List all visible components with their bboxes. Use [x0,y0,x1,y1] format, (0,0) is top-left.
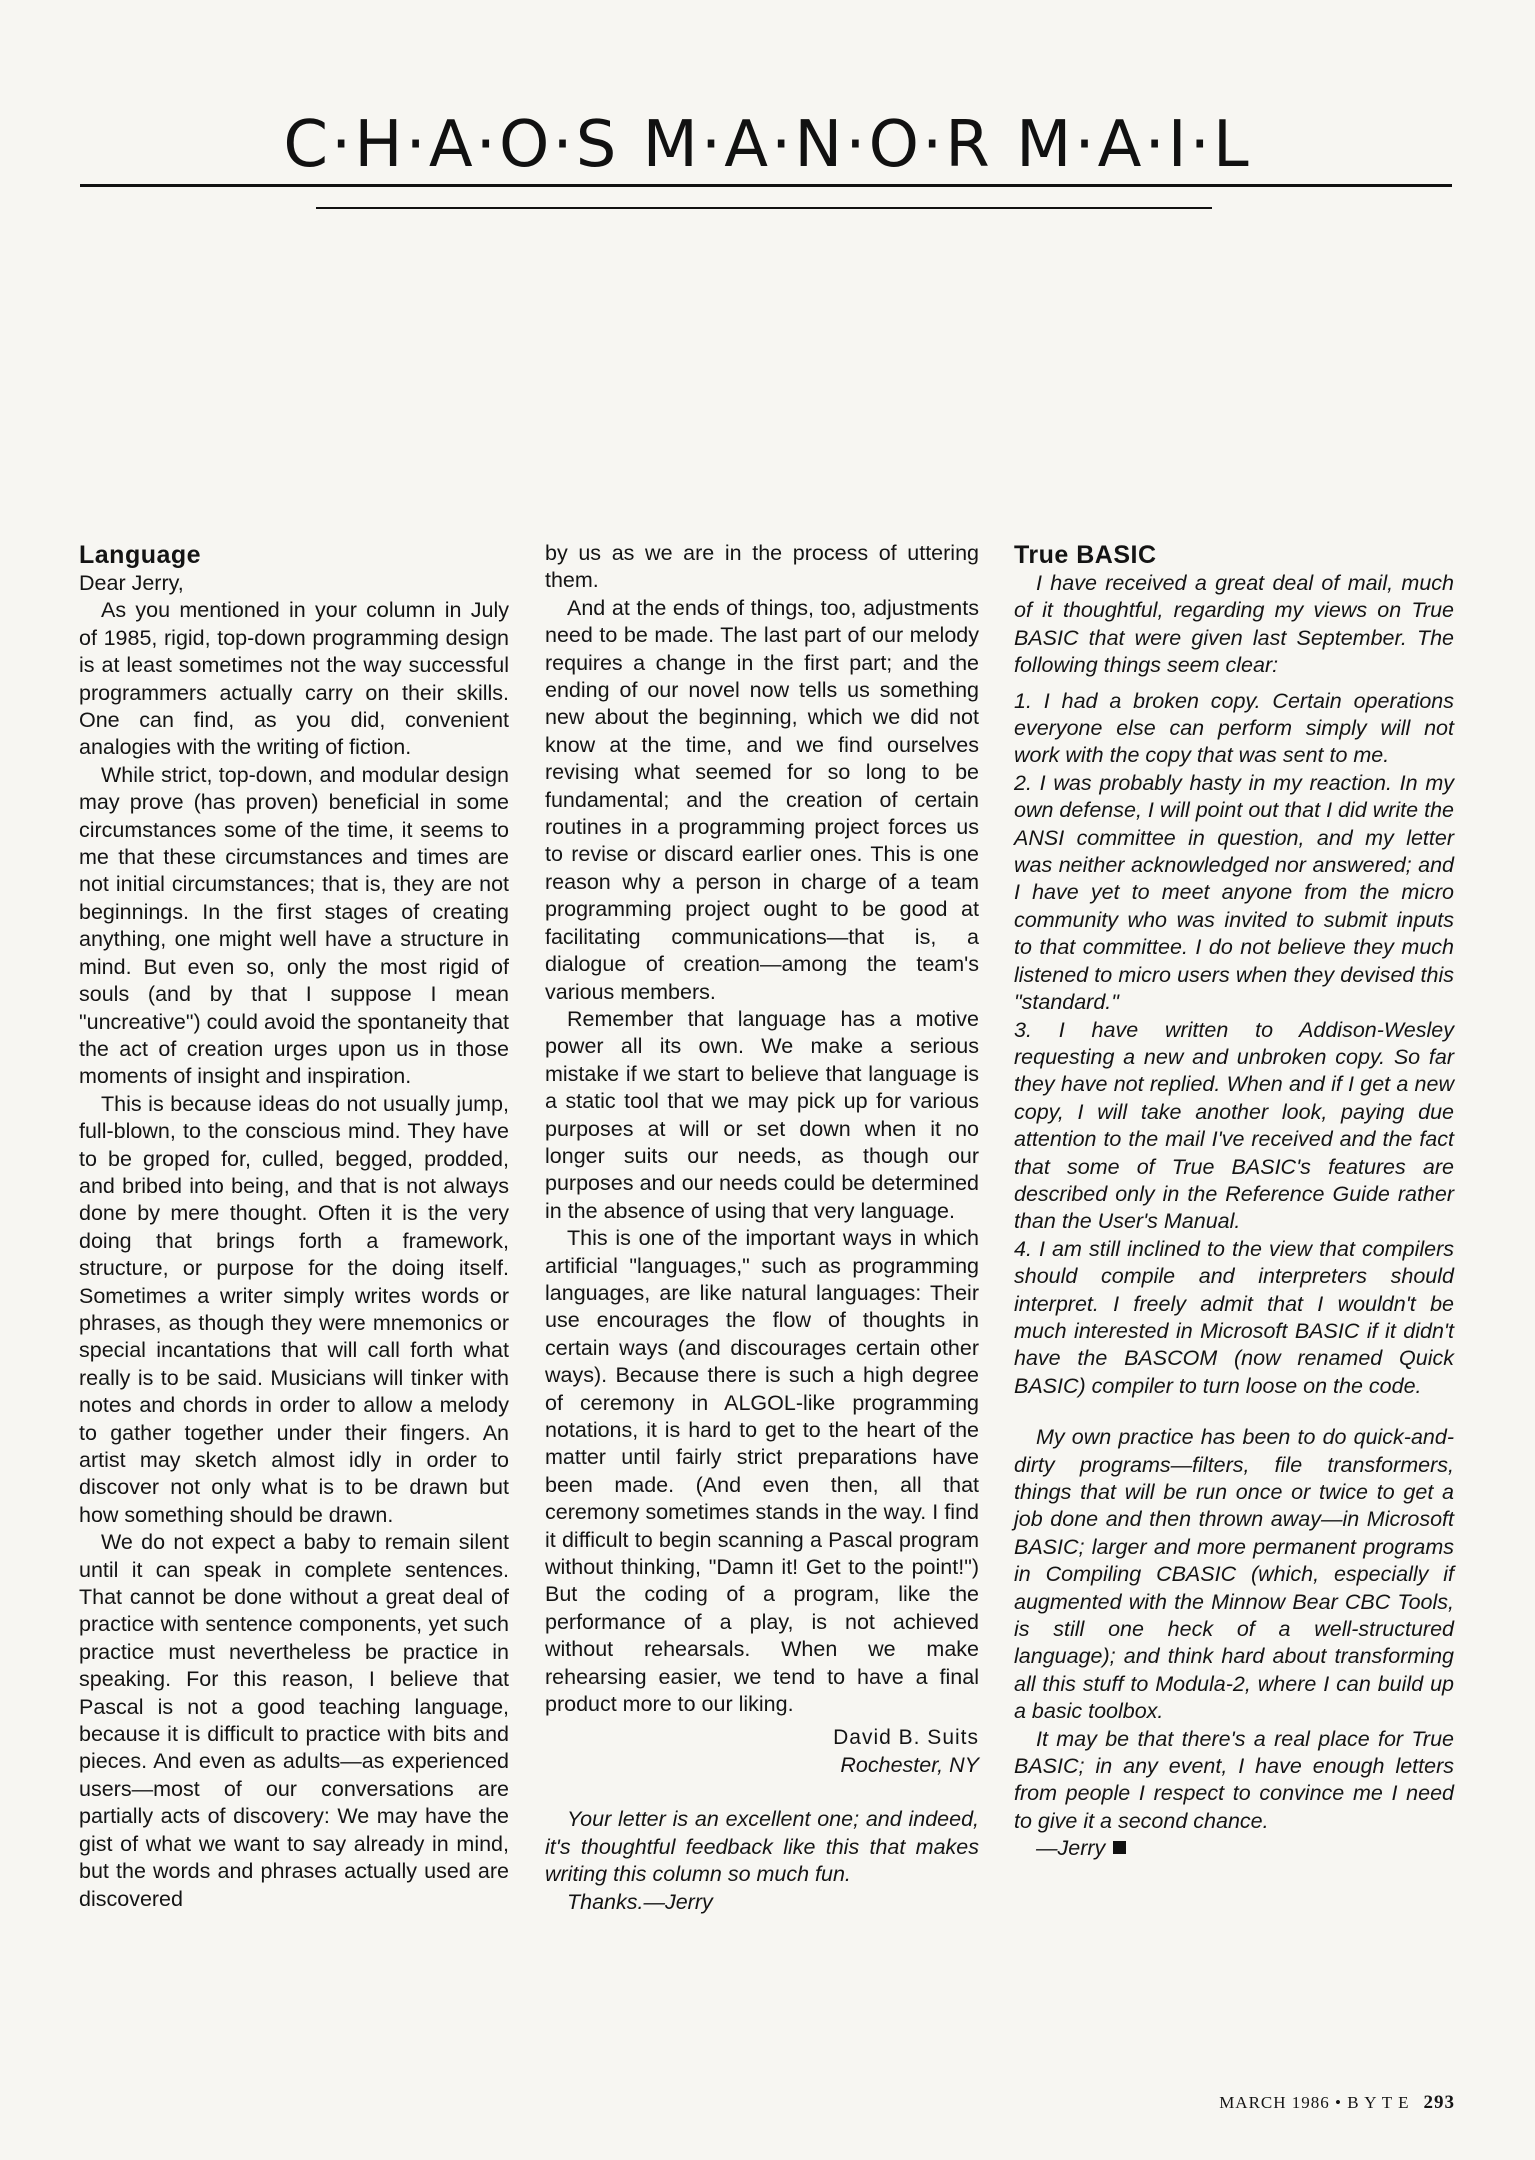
paragraph: This is because ideas do not usually jump, full-blown, to the conscious mind. They have to be groped for, culled, begged, prodded, and bribed into being, and that is not always done by mere thought. Often it is the very doing that brings forth a framework, structure, or purpose for the doing itself. Sometimes a writer simply writes words or phrases, as though they were mnemonics or special incantations that will call forth what really is to be said. Musicians will tinker with notes and chords in order to allow a melody to gather together under their fingers. An artist may sketch almost idly in order to discover not only what is to be drawn but how something should be drawn. [79,1091,509,1527]
editor-reply: Your letter is an excellent one; and indeed, it's thoughtful feedback like this that makes writing this column so much fun. [545,1807,979,1887]
closing-signature [1014,1835,1454,1862]
paragraph: Remember that language has a motive power all its own. We make a serious mistake if we start to believe that language is a static tool that we may pick up for various purposes at will or set down when it no longer suits our needs, as though our purposes and our needs could be determined in the absence of using that very language. [545,1006,979,1223]
column-1 [79,540,509,1913]
signature-name: David B. Suits [833,1726,979,1750]
page-number: 293 [1423,2092,1455,2113]
paragraph: While strict, top-down, and modular design may prove (has proven) beneficial in some circumstances some of the time, it seems to me that these circumstances and times are not initial circumstances; that is, they are not beginnings. In the first stages of creating anything, one might well have a structure in mind. But even so, only the most rigid of souls (and by that I suppose I mean "uncreative") could avoid the spontaneity that the act of creation urges upon us in those moments of insight and inspiration. [79,762,509,1089]
header-rule-top [80,184,1452,187]
signature-place: Rochester, NY [840,1752,979,1777]
column-3 [1014,540,1454,1863]
paragraph: And at the ends of things, too, adjustments need to be made. The last part of our melody requires a change in the first part; and the ending of our novel now tells us something new about the beginning, which we did not know at the time, and we find ourselves revising what seemed for so long to be fundamental; and the creation of certain routines in a programming project forces us to revise or discard earlier ones. This is one reason why a person in charge of a team programming project ought to be good at facilitating communications—that is, a dialogue of creation—among the team's various members. [545,595,979,1004]
paragraph: As you mentioned in your column in July of 1985, rigid, top-down programming design is at least sometimes not the way successful programmers actually carry on their skills. One can find, as you did, convenient analogies with the writing of fiction. [79,598,509,760]
editor-reply-sign: Thanks.—Jerry [567,1889,713,1914]
paragraph: I have received a great deal of mail, much of it thoughtful, regarding my views on True BASIC that were given last September. The following things seem clear: [1014,571,1454,678]
footer-issue: MARCH 1986 • B Y T E [1219,2093,1410,2112]
closing-name: —Jerry [1036,1836,1106,1861]
paragraph: It may be that there's a real place for True BASIC; in any event, I have enough letters from people I respect to convince me I need to give it a second chance. [1014,1726,1454,1833]
paragraph: My own practice has been to do quick-and-dirty programs—filters, file transformers, things that will be run once or twice to get a job done and then thrown away—in Microsoft BASIC; larger and more permanent programs in Compiling CBASIC (which, especially if augmented with the Minnow Bear CBC Tools, is still one heck of a well-structured language); and think hard about transforming all this stuff to Modula-2, where I can build up a basic toolbox. [1014,1425,1454,1724]
list-item: 2. I was probably hasty in my reaction. In my own defense, I will point out that I did write the ANSI committee in question, and my letter was neither acknowledged nor answered; and I have yet to meet anyone from the micro community who was invited to submit inputs to that committee. I do not believe they much listened to micro users when they devised this "standard." [1014,770,1454,1015]
page-title: C·H·A·O·S M·A·N·O·R M·A·I·L [283,108,1252,182]
letter-signature [545,1724,979,1779]
letter-salutation: Dear Jerry, [79,571,184,595]
paragraph: We do not expect a baby to remain silent until it can speak in complete sentences. That cannot be done without a great deal of practice with sentence components, yet such practice must nevertheless be practice in speaking. For this reason, I believe that Pascal is not a good teaching language, because it is difficult to practice with bits and pieces. And even as adults—as experienced users—most of our conversations are partially acts of discovery: We may have the gist of what we want to say already in mind, but the words and phrases actually used are discovered [79,1530,509,1911]
list-item: 4. I am still inclined to the view that compilers should compile and interpreters should interpret. I freely admit that I wouldn't be much interested in Microsoft BASIC if it didn't have the BASCOM (now renamed Quick BASIC) compiler to turn loose on the code. [1014,1236,1454,1398]
paragraph: by us as we are in the process of uttering them. [545,541,979,593]
list-item: 1. I had a broken copy. Certain operations everyone else can perform simply will not work with the copy that was sent to me. [1014,688,1454,768]
list-item: 3. I have written to Addison-Wesley requesting a new and unbroken copy. So far they have not replied. When and if I get a new copy, I will take another look, paying due attention to the mail I've received and the fact that some of True BASIC's features are described only in the Reference Guide rather than the User's Manual. [1014,1017,1454,1234]
section-heading-language: Language [79,541,202,569]
end-mark-icon [1113,1841,1126,1854]
paragraph: This is one of the important ways in which artificial "languages," such as programming languages, are like natural languages: Their use encourages the flow of thoughts in certain ways (and discourages certain other ways). Because there is such a high degree of ceremony in ALGOL-like programming notations, it is hard to get to the heart of the matter until fairly strict preparations have been made. (And even then, all that ceremony sometimes stands in the way. I find it difficult to begin scanning a Pascal program without thinking, "Damn it! Get to the point!") But the coding of a program, like the performance of a play, is not achieved without rehearsals. When we make rehearsing easier, we tend to have a final product more to our liking. [545,1226,979,1717]
section-heading-true-basic: True BASIC [1014,541,1157,569]
header-rule-bottom [316,207,1212,209]
column-2 [545,540,979,1916]
page-footer [1219,2092,1455,2114]
